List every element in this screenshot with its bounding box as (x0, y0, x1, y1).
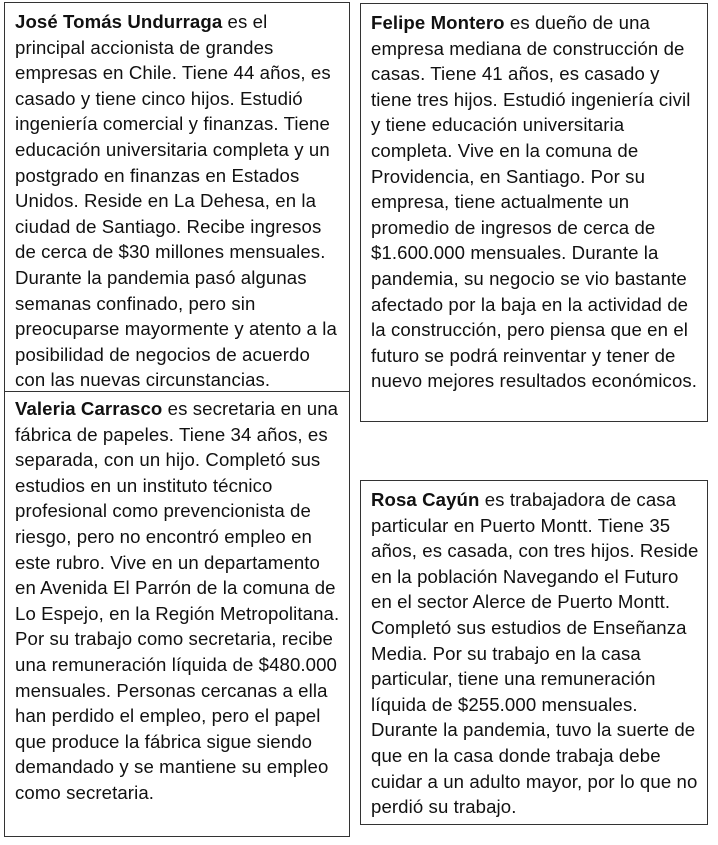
profile-name: Valeria Carrasco (15, 398, 163, 419)
profile-text (15, 9, 341, 393)
profile-card-jose (4, 2, 350, 392)
profile-description: es trabajadora de casa particular en Puerto Montt. Tiene 35 años, es casada, con tres hijos. Reside en la población Navegando el Futuro en el sector Alerce de Puerto Montt. Completó sus estudios de Enseñanza Media. Por su trabajo en la casa particular, tiene una remuneración líquida de $255.000 mensuales. Durante la pandemia, tuvo la suerte de que en la casa donde trabaja debe cuidar a un adulto mayor, por lo que no perdió su trabajo. (371, 489, 699, 818)
profile-name: José Tomás Undurraga (15, 11, 223, 32)
profile-card-valeria (4, 391, 350, 837)
profile-description: es dueño de una empresa mediana de construcción de casas. Tiene 41 años, es casado y tiene tres hijos. Estudió ingeniería civil y tiene educación universitaria completa. Vive en la comuna de Providencia, en Santiago. Por su empresa, tiene actualmente un promedio de ingresos de cerca de $1.600.000 mensuales. Durante la pandemia, su negocio se vio bastante afectado por la baja en la actividad de la construcción, pero piensa que en el futuro se podrá reinventar y tener de nuevo mejores resultados económicos. (371, 12, 698, 392)
profile-card-felipe (360, 3, 708, 422)
profile-card-rosa (360, 480, 708, 825)
profile-name: Felipe Montero (371, 12, 505, 33)
profile-text (15, 396, 341, 806)
profile-name: Rosa Cayún (371, 489, 480, 510)
profile-text (371, 487, 699, 820)
profile-description: es el principal accionista de grandes empresas en Chile. Tiene 44 años, es casado y tiene cinco hijos. Estudió ingeniería comercial y finanzas. Tiene educación universitaria completa y un postgrado en finanzas en Estados Unidos. Reside en La Dehesa, en la ciudad de Santiago. Recibe ingresos de cerca de $30 millones mensuales. Durante la pandemia pasó algunas semanas confinado, pero sin preocuparse mayormente y atento a la posibilidad de negocios de acuerdo con las nuevas circunstancias. (15, 11, 337, 391)
profile-description: es secretaria en una fábrica de papeles. Tiene 34 años, es separada, con un hijo. Completó sus estudios en un instituto técnico profesional como prevencionista de riesgo, pero no encontró empleo en este rubro. Vive en un departamento en Avenida El Parrón de la comuna de Lo Espejo, en la Región Metropolitana. Por su trabajo como secretaria, recibe una remuneración líquida de $480.000 mensuales. Personas cercanas a ella han perdido el empleo, pero el papel que produce la fábrica sigue siendo demandado y se mantiene su empleo como secretaria. (15, 398, 340, 803)
profile-text (371, 10, 699, 394)
